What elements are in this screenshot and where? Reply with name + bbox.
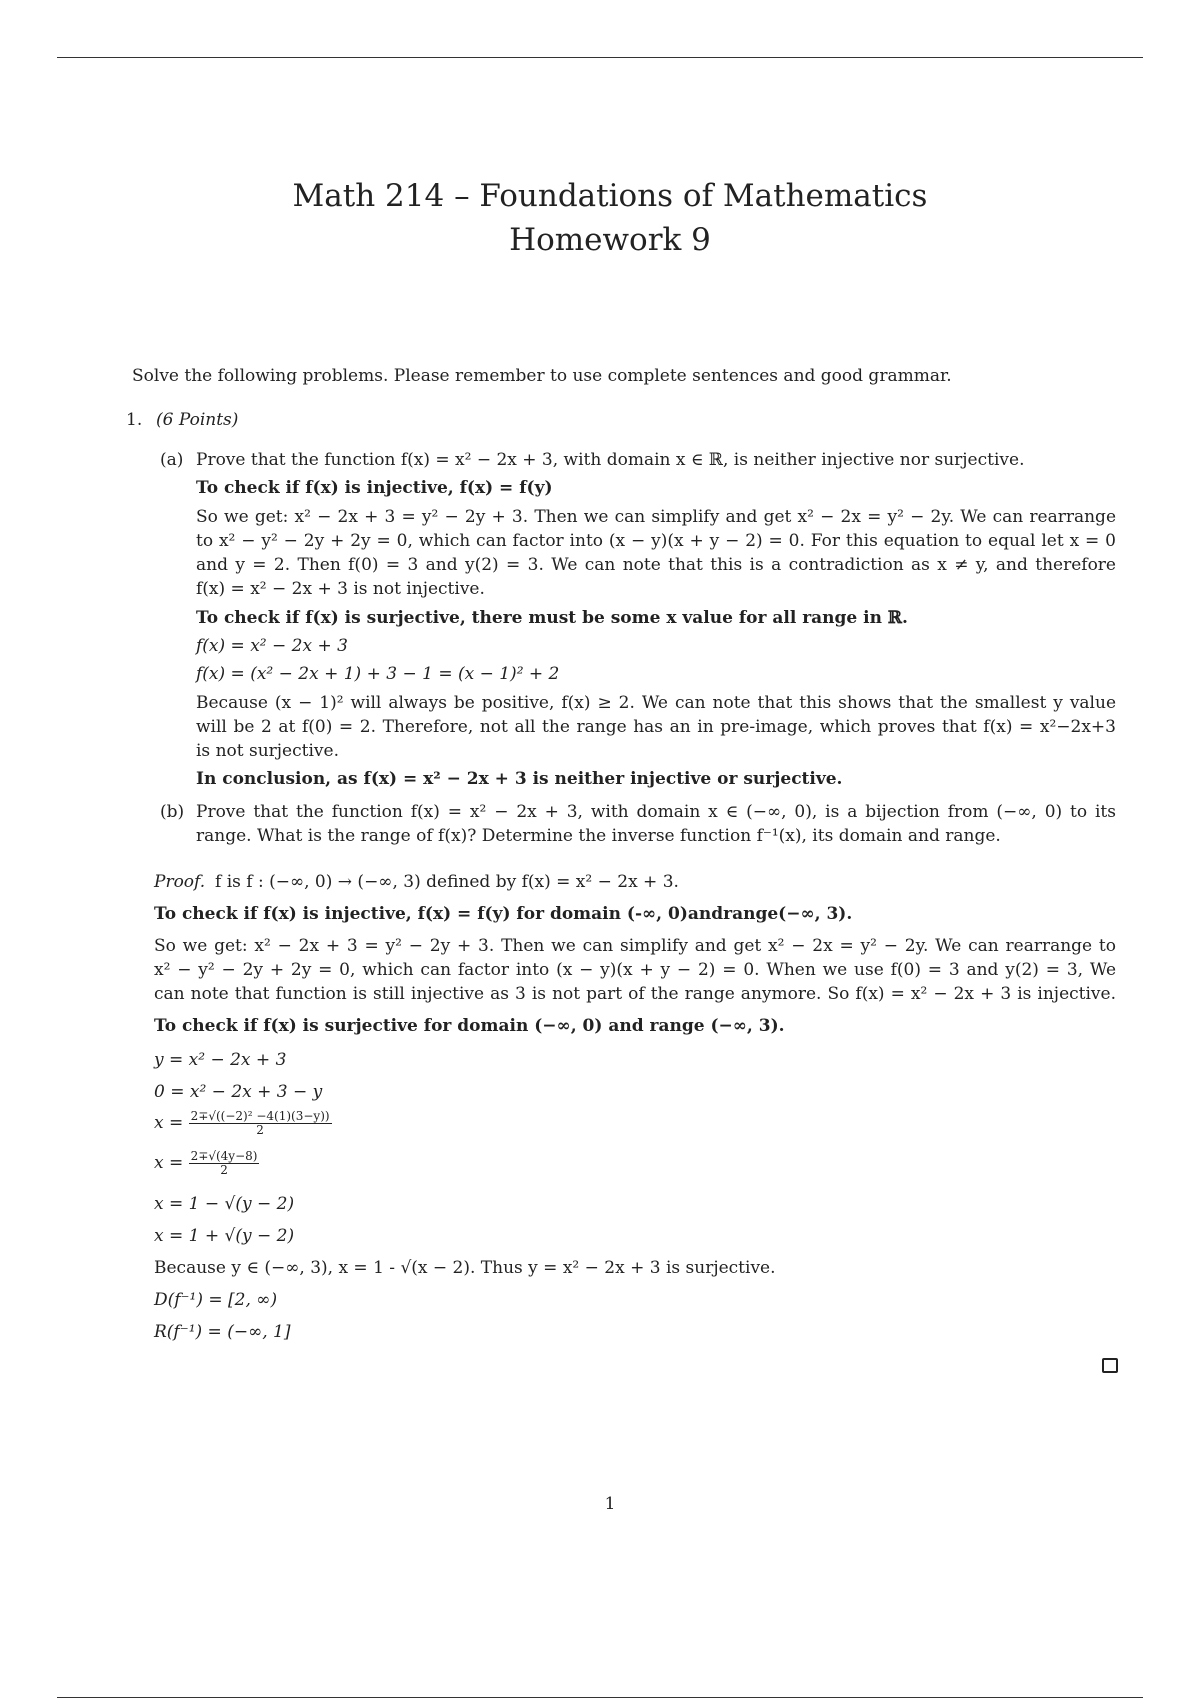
proof-eq-4-fraction xyxy=(189,1150,260,1177)
proof-eq-3 xyxy=(154,1110,332,1137)
problem-points: (6 Points) xyxy=(156,410,239,430)
proof-eq-3-denominator: 2 xyxy=(256,1123,264,1137)
proof-eq-3-lhs: x = xyxy=(154,1113,184,1133)
part-a-surjective-eq-1: f(x) = x² − 2x + 3 xyxy=(196,636,348,656)
proof-eq-3-fraction xyxy=(189,1110,332,1137)
proof-eq-4-denominator: 2 xyxy=(220,1163,228,1177)
bottom-rule xyxy=(57,1697,1143,1698)
part-a-surjective-eq-2: f(x) = (x² − 2x + 1) + 3 − 1 = (x − 1)² + 2 xyxy=(196,664,560,684)
proof-eq-5: x = 1 − √(y − 2) xyxy=(154,1194,295,1214)
part-a-injective-heading: To check if f(x) is injective, f(x) = f(y) xyxy=(196,478,553,498)
proof-because: Because y ∈ (−∞, 3), x = 1 - √(x − 2). Thus y = x² − 2x + 3 is surjective. xyxy=(154,1258,776,1278)
proof-eq-4 xyxy=(154,1150,259,1177)
part-a-surjective-text-2: will be 2 at f(0) = 2. Therefore, not all the range has an in pre-image, which proves that f(x) = x²−2x+3 xyxy=(196,717,1116,737)
proof-eq-2: 0 = x² − 2x + 3 − y xyxy=(154,1082,323,1102)
proof-inverse-domain: D(f⁻¹) = [2, ∞) xyxy=(154,1290,278,1310)
part-b-prompt-1: Prove that the function f(x) = x² − 2x + 3, with domain x ∈ (−∞, 0), is a bijection from (−∞, 0) to its xyxy=(196,802,1116,822)
part-b-prompt-2: range. What is the range of f(x)? Determine the inverse function f⁻¹(x), its domain and range. xyxy=(196,826,1001,846)
part-a-prompt: Prove that the function f(x) = x² − 2x + 3, with domain x ∈ ℝ, is neither injective nor surjective. xyxy=(196,450,1025,470)
part-a-surjective-heading: To check if f(x) is surjective, there must be some x value for all range in ℝ. xyxy=(196,608,908,628)
proof-injective-text-2: x² − y² − 2y + 2y = 0, which can factor into (x − y)(x + y − 2) = 0. When we use f(0) = 3 and y(2) = 3, We xyxy=(154,960,1116,980)
problem-number: 1. xyxy=(126,410,143,430)
proof-eq-4-numerator: 2∓√(4y−8) xyxy=(190,1149,258,1163)
part-a-conclusion: In conclusion, as f(x) = x² − 2x + 3 is neither injective or surjective. xyxy=(196,769,843,789)
proof-injective-text-3: can note that function is still injective as 3 is not part of the range anymore. So f(x) = x² − 2x + 3 is injective. xyxy=(154,984,1116,1004)
proof-eq-3-numerator: 2∓√((−2)² −4(1)(3−y)) xyxy=(190,1109,330,1123)
part-b-label: (b) xyxy=(160,802,185,822)
proof-injective-heading: To check if f(x) is injective, f(x) = f(y) for domain (-∞, 0)andrange(−∞, 3). xyxy=(154,904,853,924)
part-a-injective-text-3: and y = 2. Then f(0) = 3 and y(2) = 3. We can note that this is a contradiction as x ≠ y, and therefore xyxy=(196,555,1116,575)
part-a-injective-text-2: to x² − y² − 2y + 2y = 0, which can factor into (x − y)(x + y − 2) = 0. For this equation to equal let x = 0 xyxy=(196,531,1116,551)
top-rule xyxy=(57,57,1143,58)
part-a-injective-text-1: So we get: x² − 2x + 3 = y² − 2y + 3. Then we can simplify and get x² − 2x = y² − 2y. We can rearrange xyxy=(196,507,1116,527)
proof-line-1: f is f : (−∞, 0) → (−∞, 3) defined by f(x) = x² − 2x + 3. xyxy=(215,872,679,892)
page-number: 1 xyxy=(604,1494,616,1514)
part-a-surjective-text-1: Because (x − 1)² will always be positive, f(x) ≥ 2. We can note that this shows that the smallest y value xyxy=(196,693,1116,713)
proof-eq-1: y = x² − 2x + 3 xyxy=(154,1050,287,1070)
instructions: Solve the following problems. Please remember to use complete sentences and good grammar. xyxy=(132,366,952,386)
part-a-injective-text-4: f(x) = x² − 2x + 3 is not injective. xyxy=(196,579,485,599)
part-a-label: (a) xyxy=(160,450,184,470)
qed-square-icon xyxy=(1102,1358,1118,1373)
proof-injective-text-1: So we get: x² − 2x + 3 = y² − 2y + 3. Then we can simplify and get x² − 2x = y² − 2y. We can rearrange to xyxy=(154,936,1116,956)
proof-surjective-heading: To check if f(x) is surjective for domain (−∞, 0) and range (−∞, 3). xyxy=(154,1016,785,1036)
document-subtitle: Homework 9 xyxy=(509,222,711,258)
proof-label: Proof. xyxy=(154,872,206,892)
proof-eq-6: x = 1 + √(y − 2) xyxy=(154,1226,295,1246)
part-a-surjective-text-3: is not surjective. xyxy=(196,741,339,761)
proof-eq-4-lhs: x = xyxy=(154,1153,184,1173)
document-title: Math 214 – Foundations of Mathematics xyxy=(292,178,928,214)
proof-inverse-range: R(f⁻¹) = (−∞, 1] xyxy=(154,1322,291,1342)
